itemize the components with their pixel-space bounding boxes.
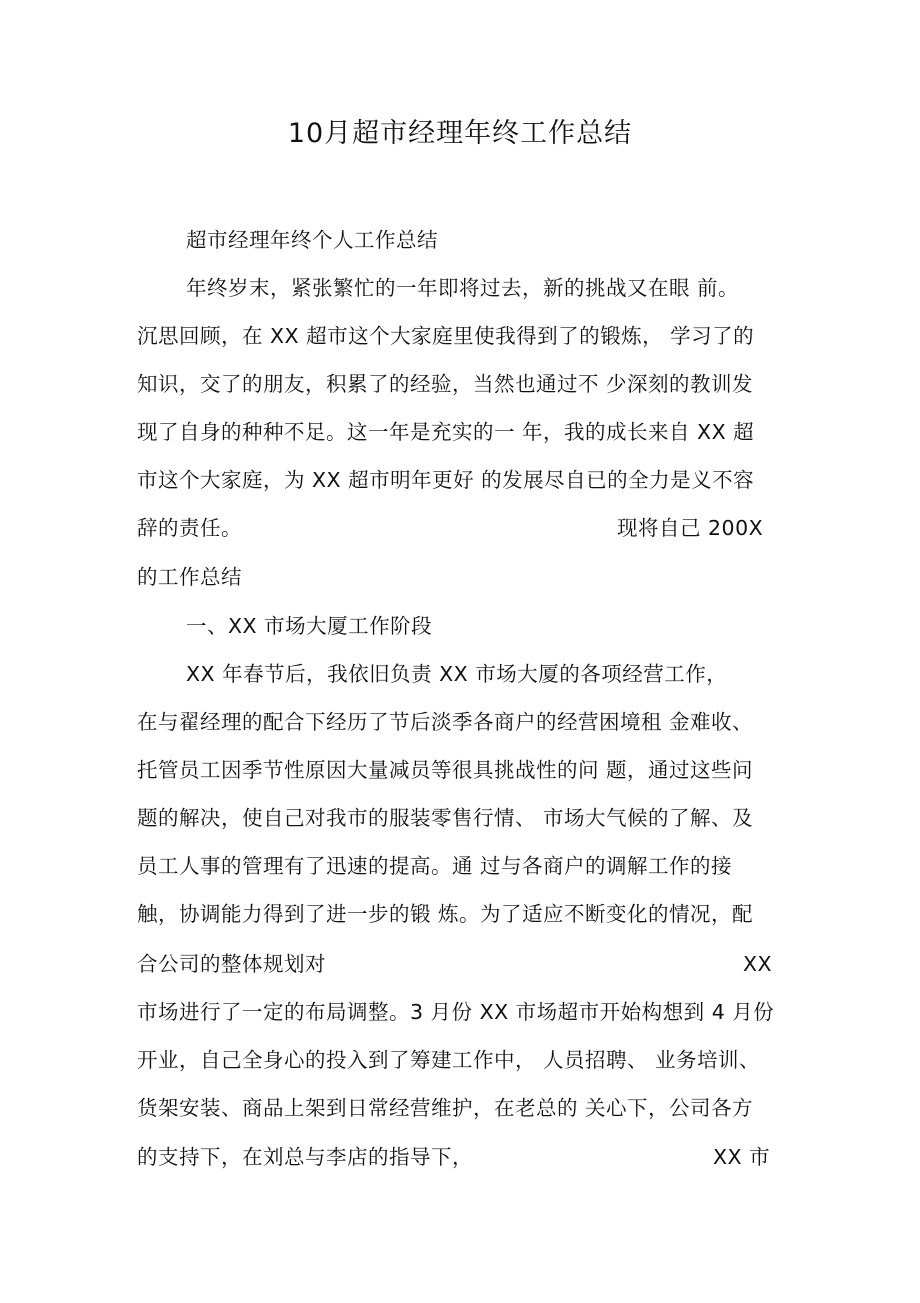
document-title: 10月超市经理年终工作总结: [287, 118, 633, 149]
paragraph-line: 的工作总结: [137, 565, 242, 589]
paragraph-line: 触，协调能力得到了进一步的锻 炼。为了适应不断变化的情况，配: [137, 902, 754, 926]
paragraph-line: 的支持下，在刘总与李店的指导下，: [137, 1145, 473, 1169]
paragraph-line: 知识，交了的朋友，积累了的经验，当然也通过不 少深刻的教训发: [137, 372, 754, 396]
document-subtitle: 超市经理年终个人工作总结: [186, 228, 438, 252]
paragraph-line: 辞的责任。: [137, 516, 242, 540]
paragraph-line: 题的解决，使自己对我市的服装零售行情、 市场大气候的了解、及: [137, 806, 754, 830]
paragraph-line: 沉思回顾，在 XX 超市这个大家庭里使我得到了的锻炼， 学习了的: [137, 324, 755, 348]
paragraph-line: 员工人事的管理有了迅速的提高。通 过与各商户的调解工作的接: [137, 854, 733, 878]
paragraph-line: 合公司的整体规划对: [137, 952, 326, 976]
paragraph-line: 开业，自己全身心的投入到了筹建工作中， 人员招聘、 业务培训、: [137, 1048, 761, 1072]
paragraph-line: XX 年春节后，我依旧负责 XX 市场大厦的各项经营工作，: [186, 662, 728, 686]
paragraph-line: 托管员工因季节性原因大量减员等很具挑战性的问 题，通过这些问: [137, 758, 754, 782]
paragraph-line: 现将自己 200X: [617, 516, 764, 540]
paragraph-line: 年终岁末，紧张繁忙的一年即将过去，新的挑战又在眼 前。: [186, 276, 740, 300]
paragraph-line: XX 市: [713, 1145, 771, 1169]
paragraph-line: XX: [743, 952, 773, 976]
paragraph-line: 市这个大家庭，为 XX 超市明年更好 的发展尽自已的全力是义不容: [137, 468, 755, 492]
paragraph-line: 市场进行了一定的布局调整。3 月份 XX 市场超市开始构想到 4 月份: [137, 1000, 775, 1024]
paragraph-line: 现了自身的种种不足。这一年是充实的一 年，我的成长来自 XX 超: [137, 420, 755, 444]
section-heading: 一、XX 市场大厦工作阶段: [186, 614, 433, 638]
paragraph-line: 货架安装、商品上架到日常经营维护，在老总的 关心下，公司各方: [137, 1096, 754, 1120]
paragraph-line: 在与翟经理的配合下经历了节后淡季各商户的经营困境租 金难收、: [137, 710, 754, 734]
